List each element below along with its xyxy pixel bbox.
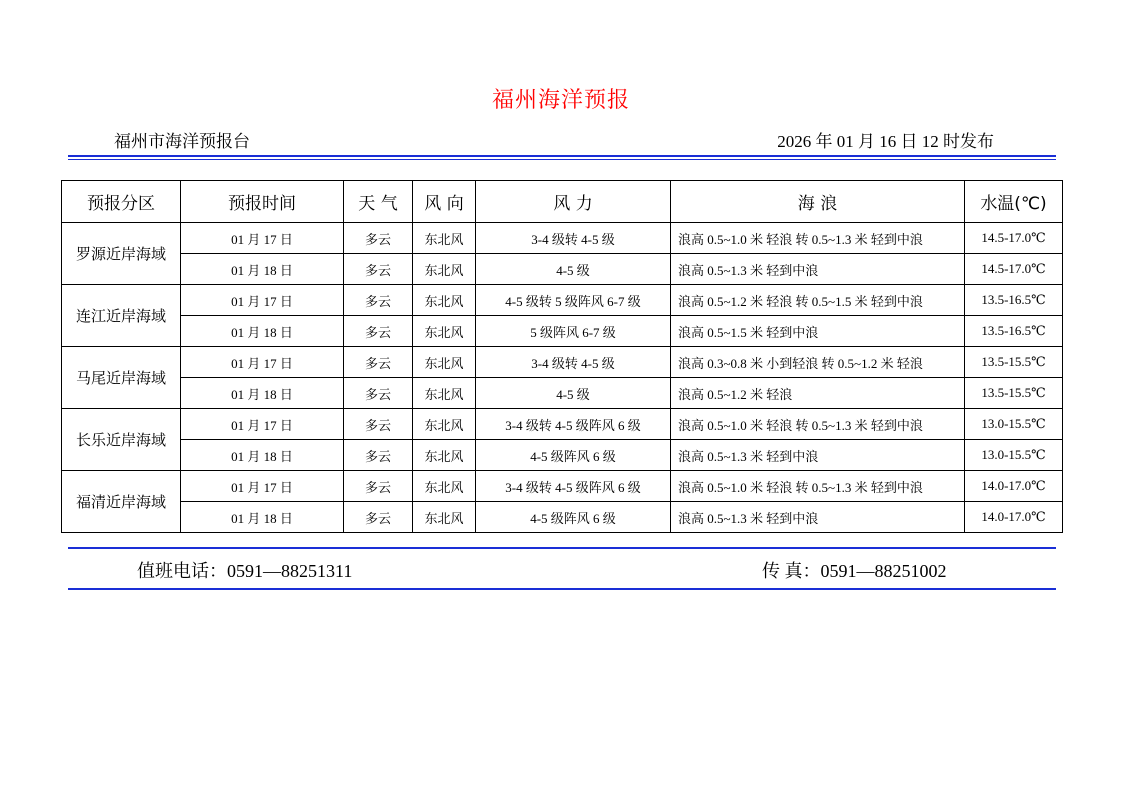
issue-time: 2026 年 01 月 16 日 12 时发布 (777, 132, 994, 151)
table-row (62, 285, 1063, 316)
region-cell: 马尾近岸海域 (62, 347, 181, 409)
wave-cell: 浪高 0.5~1.5 米 轻到中浪 (671, 316, 965, 347)
wind-force-cell: 4-5 级转 5 级阵风 6-7 级 (476, 285, 671, 316)
wave-cell: 浪高 0.5~1.2 米 轻浪 (671, 378, 965, 409)
header-water-temp: 水温(℃) (965, 181, 1063, 223)
wave-cell: 浪高 0.5~1.3 米 轻到中浪 (671, 440, 965, 471)
date-cell: 01 月 18 日 (181, 502, 344, 533)
wind-force-cell: 3-4 级转 4-5 级 (476, 223, 671, 254)
weather-cell: 多云 (344, 254, 413, 285)
table-row (62, 347, 1063, 378)
header-weather: 天 气 (344, 181, 413, 223)
wave-cell: 浪高 0.5~1.3 米 轻到中浪 (671, 502, 965, 533)
header-wind-direction: 风 向 (413, 181, 476, 223)
date-cell: 01 月 18 日 (181, 378, 344, 409)
date-cell: 01 月 18 日 (181, 316, 344, 347)
table-row (62, 254, 1063, 285)
wind-direction-cell: 东北风 (413, 409, 476, 440)
wave-cell: 浪高 0.5~1.0 米 轻浪 转 0.5~1.3 米 轻到中浪 (671, 409, 965, 440)
header-rule-thin (68, 159, 1056, 160)
wind-direction-cell: 东北风 (413, 471, 476, 502)
region-cell: 福清近岸海域 (62, 471, 181, 533)
header-wind-force: 风 力 (476, 181, 671, 223)
wave-cell: 浪高 0.3~0.8 米 小到轻浪 转 0.5~1.2 米 轻浪 (671, 347, 965, 378)
weather-cell: 多云 (344, 316, 413, 347)
header-region: 预报分区 (62, 181, 181, 223)
date-cell: 01 月 17 日 (181, 223, 344, 254)
table-row (62, 440, 1063, 471)
wind-force-cell: 3-4 级转 4-5 级 (476, 347, 671, 378)
footer-rule-bottom (68, 588, 1056, 590)
table-row (62, 378, 1063, 409)
forecast-table (61, 180, 1063, 533)
wind-direction-cell: 东北风 (413, 378, 476, 409)
wind-force-cell: 4-5 级阵风 6 级 (476, 440, 671, 471)
footer-rule-top (68, 547, 1056, 549)
water-temp-cell: 14.0-17.0℃ (965, 502, 1063, 533)
page-title: 福州海洋预报 (491, 87, 630, 112)
region-cell: 连江近岸海域 (62, 285, 181, 347)
issuing-organization: 福州市海洋预报台 (114, 132, 250, 151)
weather-cell: 多云 (344, 409, 413, 440)
water-temp-cell: 13.5-15.5℃ (965, 347, 1063, 378)
weather-cell: 多云 (344, 502, 413, 533)
water-temp-cell: 13.0-15.5℃ (965, 409, 1063, 440)
water-temp-cell: 14.5-17.0℃ (965, 223, 1063, 254)
table-row (62, 316, 1063, 347)
wind-force-cell: 4-5 级阵风 6 级 (476, 502, 671, 533)
water-temp-cell: 13.0-15.5℃ (965, 440, 1063, 471)
weather-cell: 多云 (344, 285, 413, 316)
wind-force-cell: 3-4 级转 4-5 级阵风 6 级 (476, 409, 671, 440)
table-row (62, 471, 1063, 502)
wind-force-cell: 3-4 级转 4-5 级阵风 6 级 (476, 471, 671, 502)
header-rule (68, 155, 1056, 157)
duty-phone: 值班电话：0591—88251311 (137, 561, 353, 581)
date-cell: 01 月 18 日 (181, 440, 344, 471)
wave-cell: 浪高 0.5~1.2 米 轻浪 转 0.5~1.5 米 轻到中浪 (671, 285, 965, 316)
water-temp-cell: 13.5-16.5℃ (965, 285, 1063, 316)
wind-direction-cell: 东北风 (413, 223, 476, 254)
water-temp-cell: 14.5-17.0℃ (965, 254, 1063, 285)
wave-cell: 浪高 0.5~1.3 米 轻到中浪 (671, 254, 965, 285)
wind-direction-cell: 东北风 (413, 254, 476, 285)
wind-direction-cell: 东北风 (413, 347, 476, 378)
wind-direction-cell: 东北风 (413, 285, 476, 316)
table-header-row (62, 181, 1063, 223)
weather-cell: 多云 (344, 378, 413, 409)
header-time: 预报时间 (181, 181, 344, 223)
weather-cell: 多云 (344, 471, 413, 502)
water-temp-cell: 14.0-17.0℃ (965, 471, 1063, 502)
table-row (62, 409, 1063, 440)
table-row (62, 502, 1063, 533)
date-cell: 01 月 17 日 (181, 409, 344, 440)
wave-cell: 浪高 0.5~1.0 米 轻浪 转 0.5~1.3 米 轻到中浪 (671, 471, 965, 502)
wind-direction-cell: 东北风 (413, 316, 476, 347)
date-cell: 01 月 18 日 (181, 254, 344, 285)
date-cell: 01 月 17 日 (181, 471, 344, 502)
fax-number: 传 真：0591—88251002 (762, 561, 947, 581)
wind-direction-cell: 东北风 (413, 502, 476, 533)
wind-force-cell: 4-5 级 (476, 378, 671, 409)
weather-cell: 多云 (344, 223, 413, 254)
date-cell: 01 月 17 日 (181, 285, 344, 316)
region-cell: 长乐近岸海域 (62, 409, 181, 471)
water-temp-cell: 13.5-15.5℃ (965, 378, 1063, 409)
wind-force-cell: 5 级阵风 6-7 级 (476, 316, 671, 347)
weather-cell: 多云 (344, 440, 413, 471)
water-temp-cell: 13.5-16.5℃ (965, 316, 1063, 347)
wave-cell: 浪高 0.5~1.0 米 轻浪 转 0.5~1.3 米 轻到中浪 (671, 223, 965, 254)
header-wave: 海 浪 (671, 181, 965, 223)
date-cell: 01 月 17 日 (181, 347, 344, 378)
wind-force-cell: 4-5 级 (476, 254, 671, 285)
wind-direction-cell: 东北风 (413, 440, 476, 471)
table-row (62, 223, 1063, 254)
region-cell: 罗源近岸海域 (62, 223, 181, 285)
weather-cell: 多云 (344, 347, 413, 378)
